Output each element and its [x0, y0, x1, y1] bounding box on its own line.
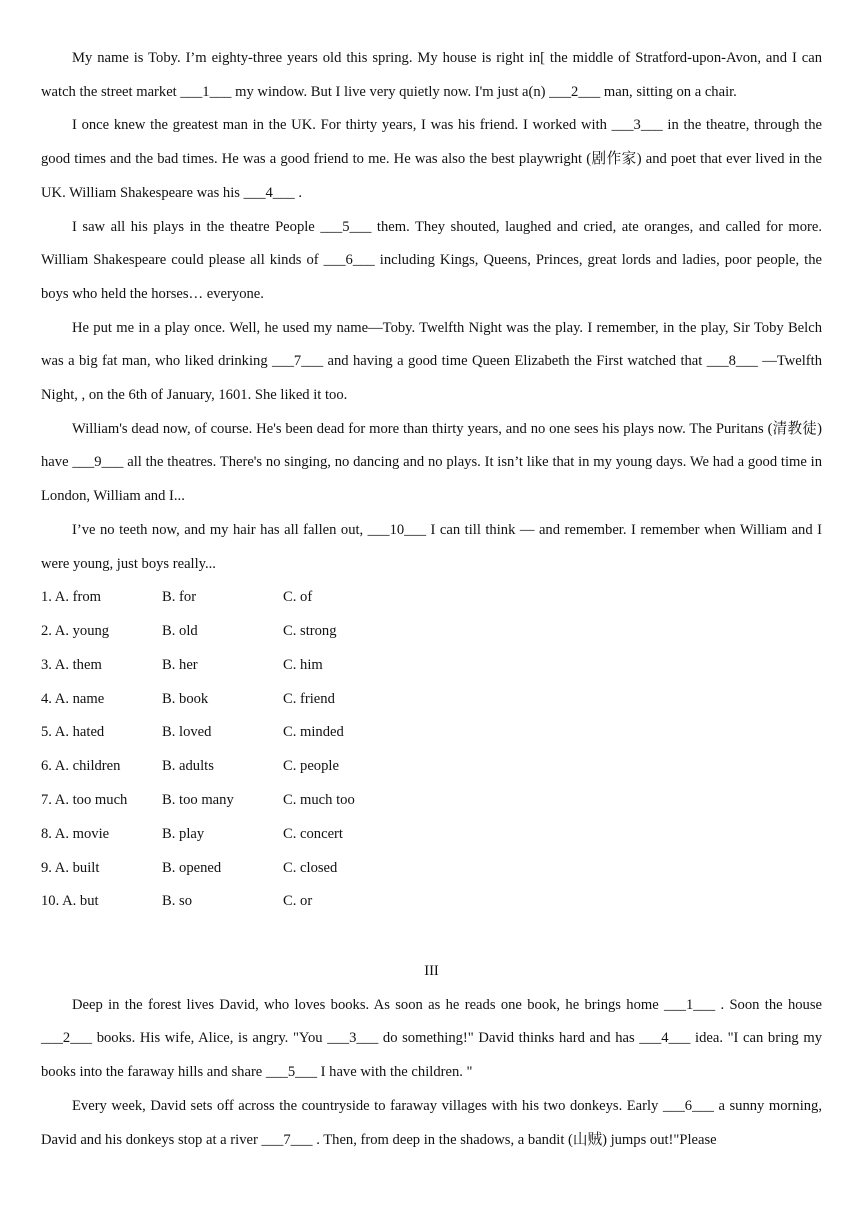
option-b: B. her	[162, 656, 198, 673]
option-c: C. people	[283, 758, 339, 775]
option-row	[41, 581, 822, 615]
option-a: 3. A. them	[41, 656, 102, 673]
option-b: B. old	[162, 623, 198, 640]
paragraph: I once knew the greatest man in the UK. For thirty years, I was his friend. I worked with ___3___ in the theatre, through the good times and the bad times. He was a good friend to me. He was also the best playwright (剧作家) and poet that ever lived in the UK. William Shakespeare was his ___4___ .	[41, 117, 822, 201]
option-a: 4. A. name	[41, 690, 105, 707]
option-row	[41, 784, 822, 818]
option-a: 10. A. but	[41, 893, 99, 910]
option-row	[41, 885, 822, 919]
option-row	[41, 615, 822, 649]
option-b: B. loved	[162, 724, 212, 741]
option-c: C. concert	[283, 825, 343, 842]
option-a: 8. A. movie	[41, 825, 110, 842]
option-c: C. strong	[283, 623, 337, 640]
option-row	[41, 852, 822, 886]
option-c: C. him	[283, 656, 323, 673]
option-c: C. or	[283, 893, 313, 910]
option-row	[41, 750, 822, 784]
option-b: B. opened	[162, 859, 222, 876]
option-a: 6. A. children	[41, 758, 121, 775]
passage-one	[41, 42, 822, 919]
option-row	[41, 818, 822, 852]
option-b: B. book	[162, 690, 209, 707]
option-b: B. too many	[162, 792, 234, 809]
answer-options	[41, 581, 822, 919]
option-c: C. much too	[283, 792, 355, 809]
option-a: 2. A. young	[41, 623, 110, 640]
option-b: B. for	[162, 589, 197, 606]
option-b: B. adults	[162, 758, 214, 775]
paragraph: Deep in the forest lives David, who loves books. As soon as he reads one book, he brings home ___1___ . Soon the house ___2___ books. His wife, Alice, is angry. "You ___3___ do something!" David thinks hard and has ___4___ idea. "I can bring my books into the faraway hills and share ___5___ I have with the children. "	[41, 996, 822, 1081]
paragraph: He put me in a play once. Well, he used my name—Toby. Twelfth Night was the play. I remember, in the play, Sir Toby Belch was a big fat man, who liked drinking ___7___ and having a good time Queen Elizabeth the First watched that ___8___ —Twelfth Night, , on the 6th of January, 1601. She liked it too.	[41, 319, 822, 404]
paragraph: My name is Toby. I’m eighty-three years old this spring. My house is right in[ the middle of Stratford-upon-Avon, and I can watch the street market ___1___ my window. But I live very quietly now. I'm just a(n) ___2___ man, sitting on a chair.	[41, 50, 822, 100]
option-row	[41, 683, 822, 717]
option-c: C. closed	[283, 859, 338, 876]
option-b: B. so	[162, 893, 193, 910]
option-c: C. friend	[283, 690, 335, 707]
option-a: 9. A. built	[41, 859, 100, 876]
option-a: 7. A. too much	[41, 792, 128, 809]
passage-three	[41, 955, 822, 1157]
option-row	[41, 649, 822, 683]
paragraph: I’ve no teeth now, and my hair has all fallen out, ___10___ I can till think — and remember. I remember when William and I were young, just boys really...	[41, 521, 822, 572]
paragraph: Every week, David sets off across the countryside to faraway villages with his two donkeys. Early ___6___ a sunny morning, David and his donkeys stop at a river ___7___ . Then, from deep in the shadows, a bandit (山贼) jumps out!"Please	[41, 1097, 822, 1148]
option-a: 5. A. hated	[41, 724, 105, 741]
option-c: C. of	[283, 589, 313, 606]
option-b: B. play	[162, 825, 205, 842]
paragraph: William's dead now, of course. He's been dead for more than thirty years, and no one sees his plays now. The Puritans (清教徒) have ___9___ all the theatres. There's no singing, no dancing and no plays. It isn’t like that in my young days. We had a good time in London, William and I...	[41, 420, 822, 505]
section-heading: III	[424, 963, 439, 979]
option-row	[41, 716, 822, 750]
paragraph: I saw all his plays in the theatre People ___5___ them. They shouted, laughed and cried, ate oranges, and called for more. William Shakespeare could please all kinds of ___6___ including Kings, Queens, Princes, great lords and ladies, poor people, the boys who held the horses… everyone.	[41, 218, 822, 302]
option-c: C. minded	[283, 724, 344, 741]
option-a: 1. A. from	[41, 589, 101, 606]
